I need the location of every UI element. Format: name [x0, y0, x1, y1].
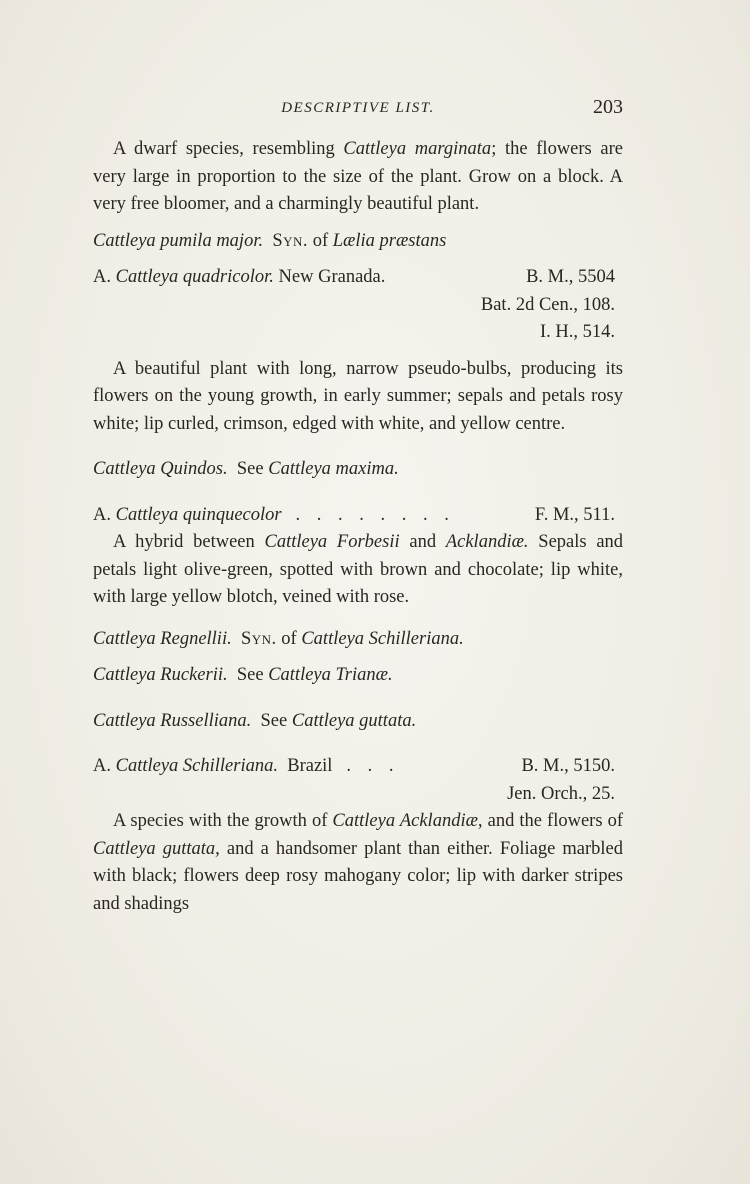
entry-target: Lælia præstans	[332, 230, 447, 251]
entry-russelliana	[93, 708, 623, 736]
paragraph-quadricolor-description: A beautiful plant with long, narrow pseudo-bulbs, producing its flowers on the young growth, in early summer; sepals and petals rosy white; lip curled, crimson, edged with white, and yellow centre.	[93, 358, 623, 434]
entry-location: New Granada.	[278, 267, 386, 287]
entry-prefix: A.	[93, 267, 111, 287]
entry-quindos	[93, 456, 623, 484]
species-name: Cattleya guttata,	[93, 838, 220, 859]
page-number: 203	[593, 96, 623, 118]
entry-name: Cattleya quinquecolor	[115, 504, 282, 525]
entry-target: Cattleya Schilleriana.	[301, 628, 464, 649]
text: A hybrid between	[113, 532, 255, 552]
text: and a handsomer plant than either. Foliage marbled with black; flowers deep rosy mahogany color; lip with darker stripes and shadings	[93, 838, 624, 914]
syn-of: of	[312, 230, 329, 251]
reference: Jen. Orch., 25.	[507, 783, 615, 804]
entry-quadricolor	[93, 264, 623, 292]
species-name: Cattleya Acklandiæ,	[332, 811, 483, 831]
paragraph-pumila-description: A dwarf species, resembling Cattleya marginata; the flowers are very large in proportion to the size of the plant. Grow on a block. A very free bloomer, and a charmingly beautiful plant.	[93, 139, 624, 214]
entry-name: Cattleya pumila major.	[93, 230, 264, 251]
species-name: Acklandiæ.	[445, 532, 529, 552]
leader-dots: . . . . . . . .	[295, 504, 455, 525]
species-name: Cattleya marginata	[343, 139, 492, 159]
entry-name: Cattleya Quindos.	[93, 459, 228, 479]
syn-label: Syn.	[272, 230, 309, 251]
page-body	[93, 136, 623, 918]
entry-name: Cattleya Schilleriana.	[115, 756, 278, 776]
reference: I. H., 514.	[539, 322, 615, 342]
entry-quinquecolor	[93, 502, 623, 530]
entry-regnellii	[93, 626, 623, 654]
text: and	[409, 532, 437, 552]
text: Sepals and petals light olive-green, spotted with brown and chocolate; lip white, with large yellow blotch, veined with rose.	[93, 532, 624, 607]
references	[93, 781, 623, 809]
syn-label: Syn.	[240, 628, 277, 649]
entry-target: Cattleya Trianæ.	[268, 665, 393, 685]
text: A species with the growth of	[113, 811, 328, 831]
reference: F. M., 511.	[534, 504, 615, 525]
reference: B. M., 5150.	[521, 756, 615, 776]
entry-prefix: A.	[93, 756, 111, 776]
entry-prefix: A.	[93, 504, 111, 525]
entry-schilleriana	[93, 753, 623, 781]
entry-name: Cattleya Russelliana.	[93, 710, 252, 731]
entry-pumila-major	[93, 228, 623, 256]
reference: Bat. 2d Cen., 108.	[480, 294, 615, 315]
paragraph-quinquecolor-description	[93, 529, 623, 612]
running-head: DESCRIPTIVE LIST.	[281, 100, 435, 116]
leader-dots: . . .	[346, 756, 400, 776]
see-label: See	[260, 710, 288, 731]
text: and the flowers of	[487, 811, 623, 831]
see-label: See	[236, 665, 264, 685]
page-header	[93, 96, 623, 126]
reference: B. M., 5504	[526, 267, 615, 287]
entry-name: Cattleya Ruckerii.	[93, 665, 228, 685]
paragraph-schilleriana-description	[93, 808, 623, 918]
entry-ruckerii	[93, 662, 623, 690]
references	[93, 292, 623, 347]
species-name: Cattleya Forbesii	[264, 532, 400, 552]
entry-target: Cattleya maxima.	[268, 459, 399, 479]
entry-target: Cattleya guttata.	[291, 710, 417, 731]
entry-location: Brazil	[287, 756, 333, 776]
entry-name: Cattleya Regnellii.	[93, 628, 232, 649]
entry-name: Cattleya quadricolor.	[115, 267, 274, 287]
see-label: See	[236, 459, 264, 479]
syn-of: of	[281, 628, 297, 649]
